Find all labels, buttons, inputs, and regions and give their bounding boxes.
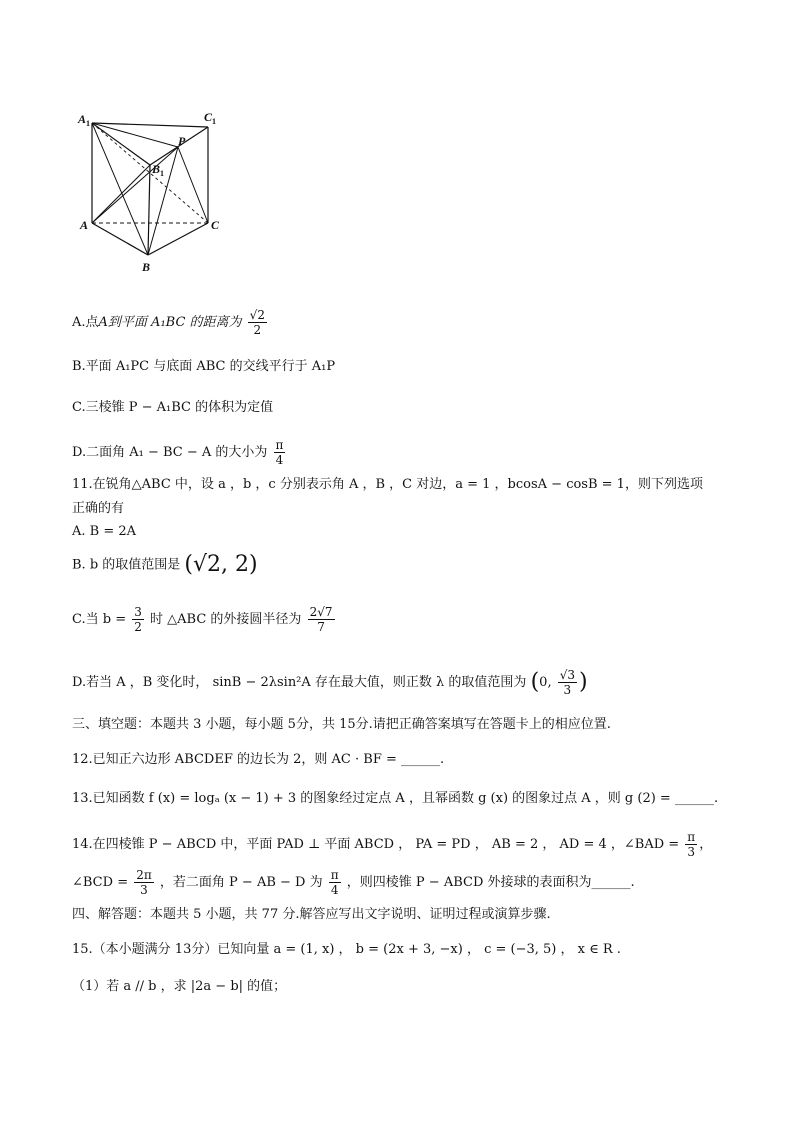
q11-option-b: B. b 的取值范围是 (√2, 2) (72, 552, 258, 577)
q15-stem: 15.（本小题满分 13分）已知向量 a = (1, x) ， b = (2x + 3, −x) ， c = (−3, 5) ， x ∈ R . (72, 942, 621, 957)
label-b: B (142, 260, 151, 274)
q11-option-a: A. B = 2A (72, 524, 137, 539)
prism-diagram (70, 105, 230, 280)
q11-stem-line2: 正确的有 (72, 501, 125, 516)
fraction: $\frac{\pi}{4}$ (330, 868, 339, 897)
fraction: $\frac{2\pi}{3}$ (136, 868, 152, 897)
q11-stem-line1: 11.在锐角△ABC 中，设 a ，b ，c 分别表示角 A ，B ，C 对边，a = 1 ，bcosA − cosB = 1，则下列选项 (72, 477, 703, 492)
fraction: $\frac{3}{2}$ (134, 605, 142, 634)
fraction: $\frac{√2}{2}$ (249, 308, 265, 337)
section-4-heading: 四、解答题：本题共 5 小题，共 77 分.解答应写出文字说明、证明过程或演算步骤. (72, 907, 551, 922)
fraction: $\frac{√3}{3}$ (559, 668, 575, 697)
label-a1: $A_1$ (78, 112, 91, 128)
q14-line2: ∠BCD = $\frac{2\pi}{3}$ ，若二面角 P − AB − D 为 $\frac{\pi}{4}$ ，则四棱锥 P − ABCD 外接球的表面积为______. (72, 868, 635, 897)
q15-part1: （1）若 a // b ，求 |2a − b| 的值； (72, 979, 287, 994)
label-a: A (80, 218, 89, 232)
prism-figure (70, 105, 230, 280)
label-c1: $C_1$ (204, 110, 217, 126)
q14-line1: 14.在四棱锥 P − ABCD 中，平面 PAD ⊥ 平面 ABCD ， PA = PD ， AB = 2 ， AD = 4 ，∠BAD = $\frac{\pi}{3}$ ， (72, 830, 713, 859)
section-3-heading: 三、填空题：本题共 3 小题，每小题 5分，共 15分.请把正确答案填写在答题卡上的相应位置. (72, 717, 611, 732)
fraction: $\frac{2√7}{7}$ (309, 605, 333, 634)
label-p: P (178, 134, 186, 148)
q13: 13.已知函数 f (x) = logₐ (x − 1) + 3 的图象经过定点 A ，且幂函数 g (x) 的图象过点 A ，则 g (2) = ______. (72, 791, 719, 806)
label-b1: $B_1$ (152, 162, 165, 178)
q10-option-a: A.点A到平面 A₁BC 的距离为 $\frac{√2}{2}$ (72, 308, 265, 337)
q12: 12.已知正六边形 ABCDEF 的边长为 2，则 AC · BF = ______. (72, 752, 445, 767)
label-c: C (211, 218, 220, 232)
q11-option-c: C.当 b = $\frac{3}{2}$ 时 △ABC 的外接圆半径为 $\frac{2√7}{7}$ (72, 605, 333, 634)
q10-option-d: D.二面角 A₁ − BC − A 的大小为 $\frac{\pi}{4}$ (72, 438, 284, 467)
q10-option-b: B.平面 A₁PC 与底面 ABC 的交线平行于 A₁P (72, 359, 336, 374)
fraction: $\frac{\pi}{3}$ (687, 830, 696, 859)
q11-option-d: D.若当 A ，B 变化时， sinB − 2λsin²A 存在最大值，则正数 λ 的取值范围为 (0, $\frac{√3}{3}$ ) (72, 668, 588, 697)
fraction: $\frac{\pi}{4}$ (275, 438, 284, 467)
q10-option-c: C.三棱锥 P − A₁BC 的体积为定值 (72, 400, 274, 415)
